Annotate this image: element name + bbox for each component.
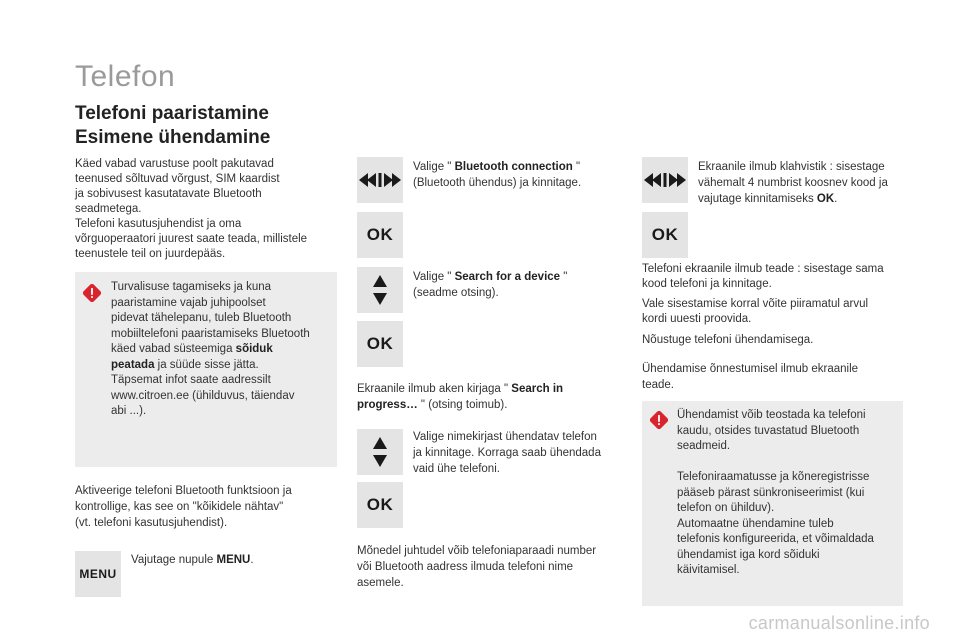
warning-icon	[650, 411, 668, 429]
left-right-arrows-icon	[359, 173, 401, 187]
menu-instruction: Vajutage nupule MENU.	[131, 554, 254, 566]
left-right-arrows-button[interactable]	[642, 157, 688, 203]
down-arrow-icon	[373, 455, 387, 467]
search-progress-text: Ekraanile ilmub aken kirjaga " Search in progress… " (otsing toimub).	[357, 383, 564, 411]
step-bluetooth-connection: Valige " Bluetooth connection " (Bluetooth ühendus) ja kinnitage.	[413, 161, 582, 189]
down-arrow-icon	[373, 293, 387, 305]
up-down-arrows-button[interactable]	[357, 429, 403, 475]
section-title: Telefoni paaristamine	[75, 103, 269, 124]
up-down-arrows-button[interactable]	[357, 267, 403, 313]
warning-icon	[83, 284, 101, 302]
phone-message-text: Telefoni ekraanile ilmub teade : sisestage sama kood telefoni ja kinnitage.	[642, 263, 884, 290]
page-title: Telefon	[75, 60, 176, 93]
activate-bluetooth-text: Aktiveerige telefoni Bluetooth funktsioon ja kontrollige, kas see on "kõikidele nähtav" (vt. telefoni kasutusjuhendist).	[75, 485, 292, 529]
info-box	[642, 401, 903, 606]
left-right-arrows-icon	[644, 173, 686, 187]
intro-text: Käed vabad varustuse poolt pakutavad teenused sõltuvad võrgust, SIM kaardist ja sobivusest kasutatavate Bluetooth seadmetega. Telefoni kasutusjuhendist ja oma võrguoperaatori juurest saate teada, millistele teenustele teil on juurdepääs.	[75, 158, 308, 260]
ok-button[interactable]: OK	[357, 212, 403, 258]
phone-number-note: Mõnedel juhtudel võib telefoniaparaadi number või Bluetooth aadress ilmuda telefoni nime asemele.	[357, 545, 597, 589]
success-text: Ühendamise õnnestumisel ilmub ekraanile teade.	[642, 363, 859, 391]
up-arrow-icon	[373, 275, 387, 287]
accept-connection-text: Nõustuge telefoni ühendamisega.	[642, 334, 814, 346]
select-phone-text: Valige nimekirjast ühendatav telefon ja kinnitage. Korraga saab ühendada vaid ühe telefoni.	[413, 431, 601, 475]
ok-button[interactable]: OK	[357, 321, 403, 367]
step-search-device: Valige " Search for a device " (seadme otsing).	[413, 271, 568, 299]
keypad-instruction: Ekraanile ilmub klahvistik : sisestage vähemalt 4 numbrist koosnev kood ja vajutage kinnitamiseks OK.	[698, 161, 888, 205]
left-right-arrows-button[interactable]	[357, 157, 403, 203]
info-box-text: Ühendamist võib teostada ka telefoni kaudu, otsides tuvastatud Bluetooth seadmeid. Telefoniraamatusse ja kõneregistrisse pääseb pärast sünkroniseerimist (kui telefon on ühilduv). Automaatne ühendamine tuleb telefonis konfigureerida, et võimaldada ühendamist iga kord sõiduki käivitamisel.	[677, 409, 874, 576]
section-subtitle: Esimene ühendamine	[75, 127, 271, 148]
ok-button[interactable]: OK	[357, 482, 403, 528]
up-arrow-icon	[373, 437, 387, 449]
safety-warning-box	[75, 272, 337, 467]
safety-warning-text: Turvalisuse tagamiseks ja kuna paaristamine vajab juhipoolset pidevat tähelepanu, tuleb Bluetooth mobiiltelefoni paaristamiseks Bluetooth käed vabad süsteemiga sõiduk peatada ja süüde sisse jätta. Täpsemat infot saate aadressilt www.citroen.ee (ühilduvus, täiendav abi ...).	[111, 281, 310, 417]
wrong-code-text: Vale sisestamise korral võite piiramatul arvul kordi uuesti proovida.	[642, 298, 869, 325]
ok-button[interactable]: OK	[642, 212, 688, 258]
watermark: carmanualsonline.info	[748, 613, 930, 633]
menu-button[interactable]: MENU	[75, 551, 121, 597]
